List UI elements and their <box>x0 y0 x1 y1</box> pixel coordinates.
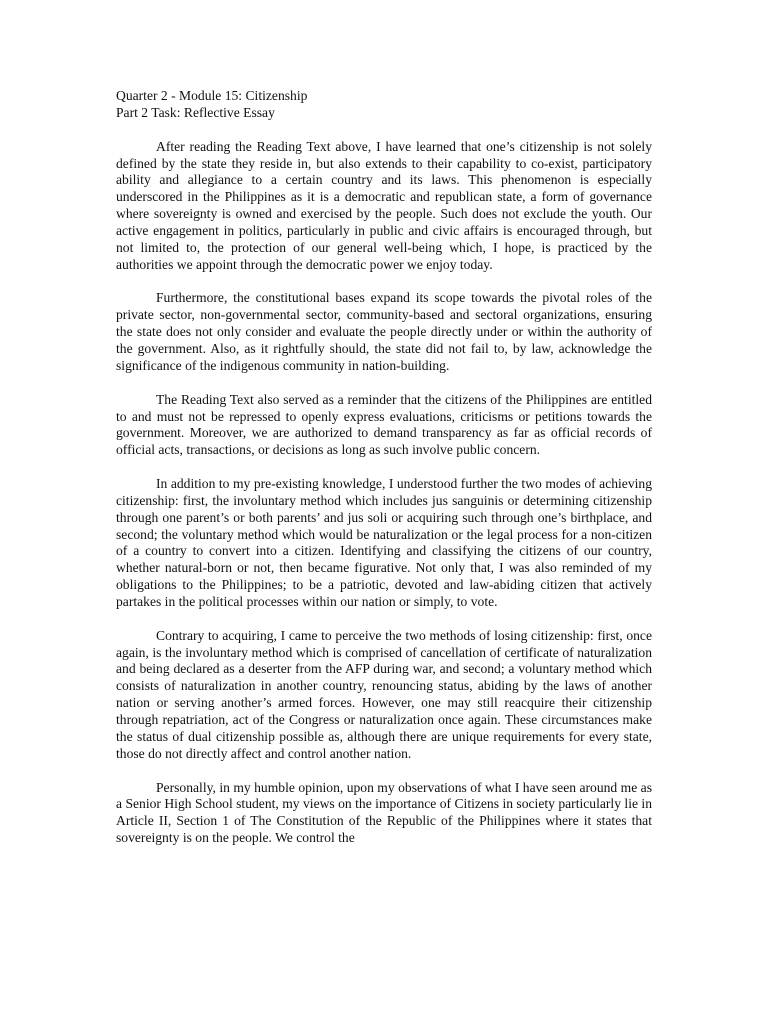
essay-paragraph: Personally, in my humble opinion, upon my observations of what I have seen around me as a Senior High School student, my views on the importance of Citizens in society particularly lie in Article II, Section 1 of The Constitution of the Republic of the Philippines where it states that sovereignty is on the people. We control the <box>116 779 652 846</box>
document-body <box>116 88 652 864</box>
essay-paragraph: The Reading Text also served as a reminder that the citizens of the Philippines are entitled to and must not be repressed to openly express evaluations, criticisms or petitions towards the government. Moreover, we are authorized to demand transparency as far as official records of official acts, transactions, or decisions as long as such involve public concern. <box>116 391 652 458</box>
essay-paragraph: Contrary to acquiring, I came to perceive the two methods of losing citizenship: first, once again, is the involuntary method which is comprised of cancellation of certificate of naturalization and being declared as a deserter from the AFP during war, and second; a voluntary method which consists of naturalization in another country, renouncing status, abiding by the laws of another nation or serving another’s armed forces. However, one may still reacquire their citizenship through repatriation, act of the Congress or naturalization once again. These circumstances make the status of dual citizenship possible as, although there are unique requirements for every state, those do not directly affect and control another nation. <box>116 627 652 761</box>
essay-paragraph: After reading the Reading Text above, I have learned that one’s citizenship is not solely defined by the state they reside in, but also extends to their capability to co-exist, participatory ability and allegiance to a certain country and its laws. This phenomenon is especially underscored in the Philippines as it is a democratic and republican state, a form of governance where sovereignty is owned and exercised by the people. Such does not exclude the youth. Our active engagement in politics, particularly in public and civic affairs is encouraged through, but not limited to, the protection of our general well-being which, I hope, is practiced by the authorities we appoint through the democratic power we enjoy today. <box>116 138 652 272</box>
module-title: Quarter 2 - Module 15: Citizenship <box>116 88 308 103</box>
task-title: Part 2 Task: Reflective Essay <box>116 104 275 120</box>
document-header <box>116 88 652 122</box>
essay-paragraph: Furthermore, the constitutional bases expand its scope towards the pivotal roles of the private sector, non-governmental sector, community-based and sectoral organizations, ensuring the state does not only consider and evaluate the people directly under or within the authority of the government. Also, as it rightfully should, the state did not fail to, by law, acknowledge the significance of the indigenous community in nation-building. <box>116 290 652 373</box>
essay-paragraph: In addition to my pre-existing knowledge, I understood further the two modes of achieving citizenship: first, the involuntary method which includes jus sanguinis or determining citizenship through one parent’s or both parents’ and jus soli or acquiring such through one’s birthplace, and second; the voluntary method which would be naturalization or the legal process for a non-citizen of a country to convert into a citizen. Identifying and classifying the citizens of our country, whether natural-born or not, then became figurative. Not only that, I was also reminded of my obligations to the Philippines; to be a patriotic, devoted and law-abiding citizen that actively partakes in the political processes within our nation or simply, to vote. <box>116 476 652 609</box>
